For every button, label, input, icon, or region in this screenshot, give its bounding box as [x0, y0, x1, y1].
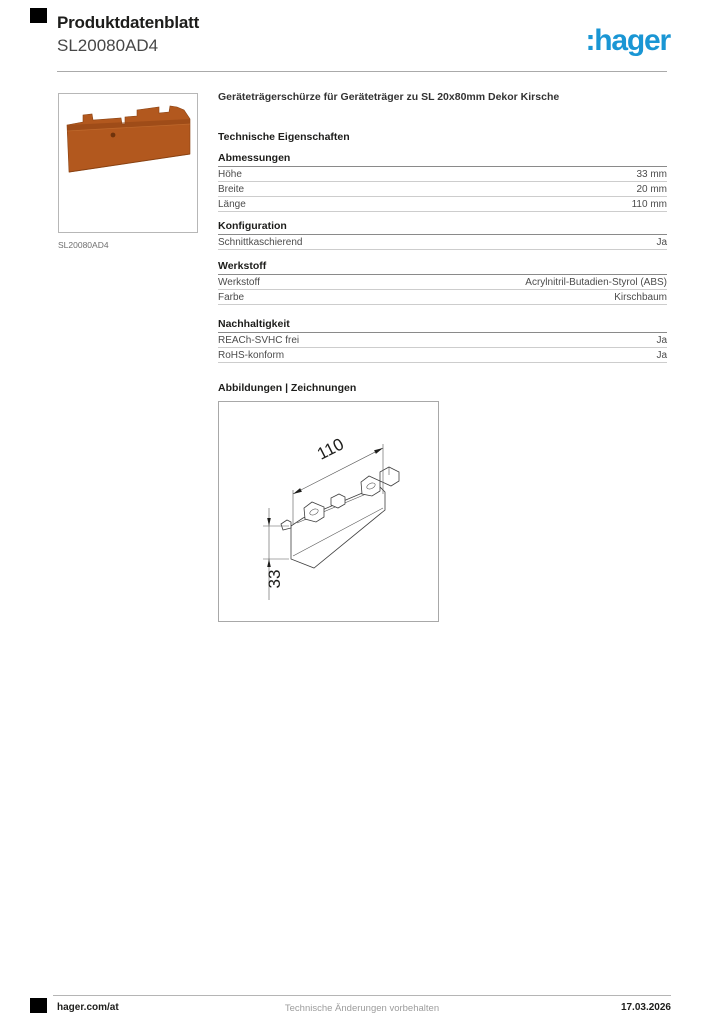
- table-row: [218, 348, 667, 363]
- section-konfiguration: [218, 221, 667, 250]
- product-image-caption: SL20080AD4: [58, 240, 109, 250]
- spec-column: [218, 91, 667, 622]
- section-heading: Konfiguration: [218, 221, 667, 235]
- row-value: 33 mm: [636, 168, 667, 180]
- section-werkstoff: [218, 261, 667, 305]
- row-value: Ja: [656, 349, 667, 361]
- product-name: Geräteträgerschürze für Geräteträger zu SL 20x80mm Dekor Kirsche: [218, 91, 560, 103]
- product-code: SL20080AD4: [57, 36, 159, 55]
- product-image: [58, 93, 198, 233]
- table-row: [218, 167, 667, 182]
- section-abmessungen: [218, 153, 667, 212]
- header: [57, 13, 199, 56]
- row-label: REACh-SVHC frei: [218, 334, 300, 346]
- dimension-drawing: [219, 402, 438, 621]
- product-photo-drawing: [59, 94, 197, 232]
- row-label: RoHS-konform: [218, 349, 285, 361]
- table-row: [218, 197, 667, 212]
- page-title: Produktdatenblatt: [57, 13, 200, 32]
- section-nachhaltigkeit: [218, 319, 667, 363]
- section-heading: Abmessungen: [218, 153, 667, 167]
- row-value: Ja: [656, 334, 667, 346]
- row-label: Breite: [218, 183, 245, 195]
- tech-properties-title: Technische Eigenschaften: [218, 131, 350, 143]
- row-value: Ja: [656, 236, 667, 248]
- header-divider: [57, 71, 667, 72]
- row-value: Kirschbaum: [614, 291, 667, 303]
- row-label: Schnittkaschierend: [218, 236, 303, 248]
- row-value: Acrylnitril-Butadien-Styrol (ABS): [525, 276, 667, 288]
- table-row: [218, 235, 667, 250]
- footer-website: hager.com/at: [57, 1002, 119, 1013]
- row-value: 20 mm: [636, 183, 667, 195]
- drawings-heading: Abbildungen | Zeichnungen: [218, 382, 357, 394]
- dimension-height-label: 33: [265, 569, 284, 589]
- section-heading: Nachhaltigkeit: [218, 319, 667, 333]
- table-row: [218, 290, 667, 305]
- footer-disclaimer: Technische Änderungen vorbehalten: [284, 1003, 440, 1014]
- table-row: [218, 275, 667, 290]
- table-row: [218, 333, 667, 348]
- table-row: [218, 182, 667, 197]
- row-label: Länge: [218, 198, 246, 210]
- row-label: Höhe: [218, 168, 242, 180]
- corner-mark: [30, 8, 47, 23]
- technical-drawing: [218, 401, 439, 622]
- footer-divider: [53, 995, 671, 996]
- row-label: Werkstoff: [218, 276, 260, 288]
- row-value: 110 mm: [631, 198, 667, 210]
- dimension-length-label: 110: [314, 434, 347, 464]
- section-heading: Werkstoff: [218, 261, 667, 275]
- footer-date: 17.03.2026: [620, 1002, 671, 1013]
- row-label: Farbe: [218, 291, 245, 303]
- hager-logo: :hager: [585, 24, 670, 57]
